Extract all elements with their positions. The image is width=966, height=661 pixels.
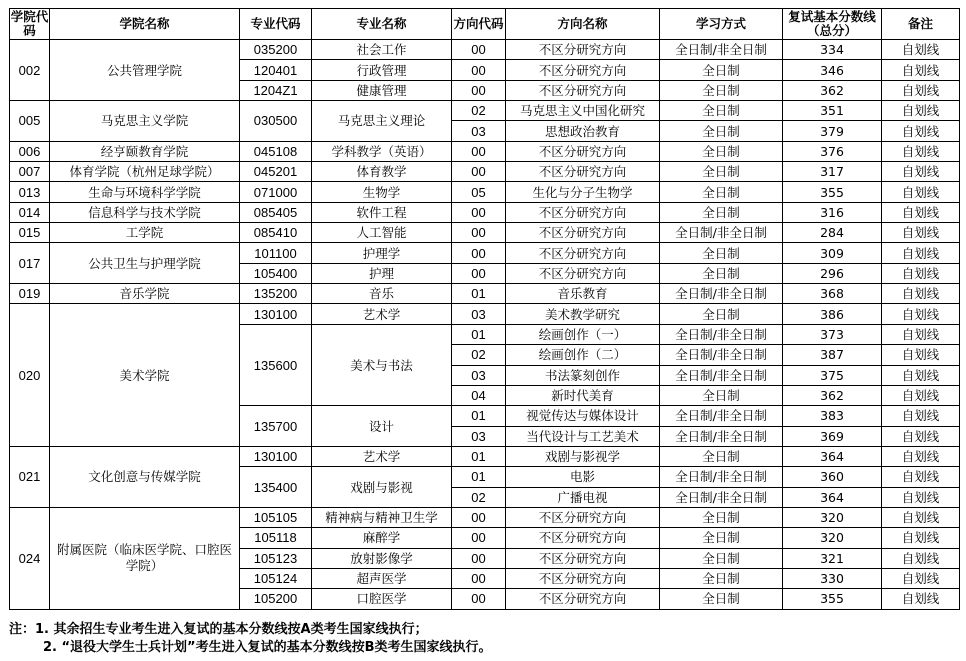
table-row xyxy=(10,202,960,222)
major-code: 105105 xyxy=(240,507,312,527)
direction-code: 05 xyxy=(452,182,506,202)
direction-name: 不区分研究方向 xyxy=(506,548,660,568)
college-name: 生命与环境科学学院 xyxy=(50,182,240,202)
study-mode: 全日制/非全日制 xyxy=(660,345,783,365)
score: 376 xyxy=(783,141,882,161)
score: 320 xyxy=(783,507,882,527)
study-mode: 全日制 xyxy=(660,507,783,527)
study-mode: 全日制/非全日制 xyxy=(660,365,783,385)
score: 321 xyxy=(783,548,882,568)
major-code: 105200 xyxy=(240,589,312,609)
direction-code: 00 xyxy=(452,162,506,182)
major-name: 放射影像学 xyxy=(312,548,452,568)
major-code: 1204Z1 xyxy=(240,80,312,100)
note: 自划线 xyxy=(882,101,960,121)
note: 自划线 xyxy=(882,243,960,263)
score: 355 xyxy=(783,182,882,202)
study-mode: 全日制 xyxy=(660,202,783,222)
table-row xyxy=(10,507,960,527)
score: 334 xyxy=(783,40,882,60)
study-mode: 全日制/非全日制 xyxy=(660,467,783,487)
note: 自划线 xyxy=(882,589,960,609)
header-direction-name: 方向名称 xyxy=(506,9,660,40)
major-name: 行政管理 xyxy=(312,60,452,80)
score: 386 xyxy=(783,304,882,324)
major-name: 生物学 xyxy=(312,182,452,202)
note: 自划线 xyxy=(882,284,960,304)
direction-code: 03 xyxy=(452,426,506,446)
footnote-1: 注：1. 其余招生专业考生进入复试的基本分数线按A类考生国家线执行； xyxy=(9,622,428,637)
study-mode: 全日制/非全日制 xyxy=(660,426,783,446)
major-name: 护理学 xyxy=(312,243,452,263)
note: 自划线 xyxy=(882,182,960,202)
direction-code: 01 xyxy=(452,446,506,466)
table-row xyxy=(10,223,960,243)
direction-code: 02 xyxy=(452,487,506,507)
direction-code: 03 xyxy=(452,304,506,324)
score: 330 xyxy=(783,568,882,588)
direction-name: 绘画创作（一） xyxy=(506,324,660,344)
major-code: 030500 xyxy=(240,101,312,142)
header-major-name: 专业名称 xyxy=(312,9,452,40)
major-name: 精神病与精神卫生学 xyxy=(312,507,452,527)
study-mode: 全日制/非全日制 xyxy=(660,324,783,344)
college-code: 015 xyxy=(10,223,50,243)
note: 自划线 xyxy=(882,40,960,60)
major-code: 130100 xyxy=(240,304,312,324)
direction-code: 04 xyxy=(452,385,506,405)
direction-code: 02 xyxy=(452,101,506,121)
college-code: 024 xyxy=(10,507,50,609)
direction-code: 00 xyxy=(452,263,506,283)
major-name: 口腔医学 xyxy=(312,589,452,609)
direction-code: 00 xyxy=(452,80,506,100)
direction-name: 不区分研究方向 xyxy=(506,568,660,588)
direction-name: 美术教学研究 xyxy=(506,304,660,324)
study-mode: 全日制 xyxy=(660,304,783,324)
major-name: 艺术学 xyxy=(312,446,452,466)
table-row xyxy=(10,40,960,60)
note: 自划线 xyxy=(882,568,960,588)
direction-name: 马克思主义中国化研究 xyxy=(506,101,660,121)
direction-code: 03 xyxy=(452,121,506,141)
score: 317 xyxy=(783,162,882,182)
note: 自划线 xyxy=(882,121,960,141)
note: 自划线 xyxy=(882,548,960,568)
direction-code: 00 xyxy=(452,223,506,243)
college-name: 文化创意与传媒学院 xyxy=(50,446,240,507)
major-name: 设计 xyxy=(312,406,452,447)
score: 373 xyxy=(783,324,882,344)
study-mode: 全日制 xyxy=(660,141,783,161)
study-mode: 全日制 xyxy=(660,243,783,263)
footnotes xyxy=(9,621,492,657)
major-name: 美术与书法 xyxy=(312,324,452,405)
study-mode: 全日制 xyxy=(660,528,783,548)
header-note: 备注 xyxy=(882,9,960,40)
college-name: 美术学院 xyxy=(50,304,240,446)
major-code: 085405 xyxy=(240,202,312,222)
score: 368 xyxy=(783,284,882,304)
college-name: 公共管理学院 xyxy=(50,40,240,101)
direction-name: 不区分研究方向 xyxy=(506,141,660,161)
direction-code: 00 xyxy=(452,589,506,609)
table-row xyxy=(10,162,960,182)
direction-code: 02 xyxy=(452,345,506,365)
note: 自划线 xyxy=(882,345,960,365)
study-mode: 全日制 xyxy=(660,80,783,100)
major-name: 超声医学 xyxy=(312,568,452,588)
score: 387 xyxy=(783,345,882,365)
college-name: 公共卫生与护理学院 xyxy=(50,243,240,284)
major-name: 麻醉学 xyxy=(312,528,452,548)
college-code: 014 xyxy=(10,202,50,222)
study-mode: 全日制 xyxy=(660,568,783,588)
study-mode: 全日制 xyxy=(660,548,783,568)
note: 自划线 xyxy=(882,141,960,161)
score: 346 xyxy=(783,60,882,80)
direction-name: 不区分研究方向 xyxy=(506,528,660,548)
direction-code: 00 xyxy=(452,40,506,60)
major-code: 085410 xyxy=(240,223,312,243)
table-row xyxy=(10,243,960,263)
major-name: 音乐 xyxy=(312,284,452,304)
note: 自划线 xyxy=(882,202,960,222)
direction-name: 思想政治教育 xyxy=(506,121,660,141)
note: 自划线 xyxy=(882,223,960,243)
note: 自划线 xyxy=(882,446,960,466)
direction-code: 00 xyxy=(452,243,506,263)
score: 364 xyxy=(783,446,882,466)
major-name: 学科教学（英语） xyxy=(312,141,452,161)
score: 383 xyxy=(783,406,882,426)
direction-code: 00 xyxy=(452,528,506,548)
table-row xyxy=(10,182,960,202)
table-header-row xyxy=(10,9,960,40)
college-code: 021 xyxy=(10,446,50,507)
study-mode: 全日制 xyxy=(660,263,783,283)
score: 379 xyxy=(783,121,882,141)
college-name: 马克思主义学院 xyxy=(50,101,240,142)
note: 自划线 xyxy=(882,365,960,385)
study-mode: 全日制 xyxy=(660,182,783,202)
score-line-table xyxy=(9,8,960,610)
study-mode: 全日制/非全日制 xyxy=(660,487,783,507)
note: 自划线 xyxy=(882,507,960,527)
table-row xyxy=(10,101,960,121)
college-code: 006 xyxy=(10,141,50,161)
note: 自划线 xyxy=(882,304,960,324)
direction-name: 不区分研究方向 xyxy=(506,162,660,182)
score: 355 xyxy=(783,589,882,609)
score: 296 xyxy=(783,263,882,283)
major-name: 社会工作 xyxy=(312,40,452,60)
major-name: 体育教学 xyxy=(312,162,452,182)
study-mode: 全日制 xyxy=(660,162,783,182)
college-name: 信息科学与技术学院 xyxy=(50,202,240,222)
college-code: 017 xyxy=(10,243,50,284)
college-name: 附属医院（临床医学院、口腔医学院） xyxy=(50,507,240,609)
major-code: 135200 xyxy=(240,284,312,304)
table-row xyxy=(10,284,960,304)
major-name: 健康管理 xyxy=(312,80,452,100)
direction-code: 00 xyxy=(452,60,506,80)
note: 自划线 xyxy=(882,162,960,182)
college-code: 013 xyxy=(10,182,50,202)
direction-name: 不区分研究方向 xyxy=(506,223,660,243)
direction-name: 音乐教育 xyxy=(506,284,660,304)
header-direction-code: 方向代码 xyxy=(452,9,506,40)
major-code: 071000 xyxy=(240,182,312,202)
major-code: 130100 xyxy=(240,446,312,466)
major-code: 101100 xyxy=(240,243,312,263)
note: 自划线 xyxy=(882,263,960,283)
study-mode: 全日制/非全日制 xyxy=(660,223,783,243)
direction-name: 当代设计与工艺美术 xyxy=(506,426,660,446)
direction-code: 01 xyxy=(452,406,506,426)
direction-name: 广播电视 xyxy=(506,487,660,507)
score: 362 xyxy=(783,385,882,405)
header-college-code: 学院代码 xyxy=(10,9,49,38)
header-study-mode: 学习方式 xyxy=(660,9,783,40)
direction-code: 03 xyxy=(452,365,506,385)
direction-code: 01 xyxy=(452,467,506,487)
study-mode: 全日制/非全日制 xyxy=(660,40,783,60)
college-code: 020 xyxy=(10,304,50,446)
direction-name: 书法篆刻创作 xyxy=(506,365,660,385)
direction-code: 00 xyxy=(452,568,506,588)
direction-code: 00 xyxy=(452,507,506,527)
major-name: 软件工程 xyxy=(312,202,452,222)
direction-code: 01 xyxy=(452,324,506,344)
study-mode: 全日制/非全日制 xyxy=(660,406,783,426)
note: 自划线 xyxy=(882,467,960,487)
major-code: 135700 xyxy=(240,406,312,447)
score: 320 xyxy=(783,528,882,548)
score: 351 xyxy=(783,101,882,121)
note: 自划线 xyxy=(882,80,960,100)
direction-name: 不区分研究方向 xyxy=(506,243,660,263)
direction-name: 不区分研究方向 xyxy=(506,80,660,100)
note: 自划线 xyxy=(882,406,960,426)
score: 309 xyxy=(783,243,882,263)
direction-name: 生化与分子生物学 xyxy=(506,182,660,202)
note: 自划线 xyxy=(882,60,960,80)
footnote-2: 2. “退役大学生士兵计划”考生进入复试的基本分数线按B类考生国家线执行。 xyxy=(43,640,492,655)
study-mode: 全日制 xyxy=(660,446,783,466)
direction-name: 戏剧与影视学 xyxy=(506,446,660,466)
direction-code: 01 xyxy=(452,284,506,304)
table-row xyxy=(10,446,960,466)
study-mode: 全日制 xyxy=(660,60,783,80)
study-mode: 全日制 xyxy=(660,589,783,609)
major-code: 035200 xyxy=(240,40,312,60)
major-code: 105400 xyxy=(240,263,312,283)
study-mode: 全日制/非全日制 xyxy=(660,284,783,304)
college-name: 工学院 xyxy=(50,223,240,243)
direction-name: 新时代美育 xyxy=(506,385,660,405)
direction-name: 绘画创作（二） xyxy=(506,345,660,365)
major-code: 120401 xyxy=(240,60,312,80)
score: 369 xyxy=(783,426,882,446)
score: 360 xyxy=(783,467,882,487)
major-code: 045201 xyxy=(240,162,312,182)
direction-name: 不区分研究方向 xyxy=(506,589,660,609)
note: 自划线 xyxy=(882,385,960,405)
direction-name: 不区分研究方向 xyxy=(506,263,660,283)
note: 自划线 xyxy=(882,426,960,446)
note: 自划线 xyxy=(882,528,960,548)
direction-name: 电影 xyxy=(506,467,660,487)
note: 自划线 xyxy=(882,324,960,344)
major-code: 105123 xyxy=(240,548,312,568)
major-name: 护理 xyxy=(312,263,452,283)
score: 284 xyxy=(783,223,882,243)
college-name: 经亨颐教育学院 xyxy=(50,141,240,161)
direction-name: 视觉传达与媒体设计 xyxy=(506,406,660,426)
study-mode: 全日制 xyxy=(660,101,783,121)
college-code: 019 xyxy=(10,284,50,304)
college-code: 007 xyxy=(10,162,50,182)
study-mode: 全日制 xyxy=(660,121,783,141)
major-name: 人工智能 xyxy=(312,223,452,243)
score: 362 xyxy=(783,80,882,100)
college-code: 002 xyxy=(10,40,50,101)
score: 316 xyxy=(783,202,882,222)
direction-name: 不区分研究方向 xyxy=(506,202,660,222)
direction-code: 00 xyxy=(452,548,506,568)
study-mode: 全日制 xyxy=(660,385,783,405)
header-score: 复试基本分数线（总分） xyxy=(783,9,882,40)
college-name: 音乐学院 xyxy=(50,284,240,304)
major-code: 045108 xyxy=(240,141,312,161)
direction-name: 不区分研究方向 xyxy=(506,60,660,80)
college-name: 体育学院（杭州足球学院） xyxy=(50,162,240,182)
direction-name: 不区分研究方向 xyxy=(506,507,660,527)
header-major-code: 专业代码 xyxy=(240,9,312,40)
major-code: 105124 xyxy=(240,568,312,588)
direction-code: 00 xyxy=(452,202,506,222)
header-college-name: 学院名称 xyxy=(50,9,240,40)
major-name: 戏剧与影视 xyxy=(312,467,452,508)
major-code: 135600 xyxy=(240,324,312,405)
direction-name: 不区分研究方向 xyxy=(506,40,660,60)
score: 364 xyxy=(783,487,882,507)
major-name: 马克思主义理论 xyxy=(312,101,452,142)
direction-code: 00 xyxy=(452,141,506,161)
college-code: 005 xyxy=(10,101,50,142)
table-row xyxy=(10,141,960,161)
score: 375 xyxy=(783,365,882,385)
major-name: 艺术学 xyxy=(312,304,452,324)
major-code: 135400 xyxy=(240,467,312,508)
note: 自划线 xyxy=(882,487,960,507)
major-code: 105118 xyxy=(240,528,312,548)
table-row xyxy=(10,304,960,324)
